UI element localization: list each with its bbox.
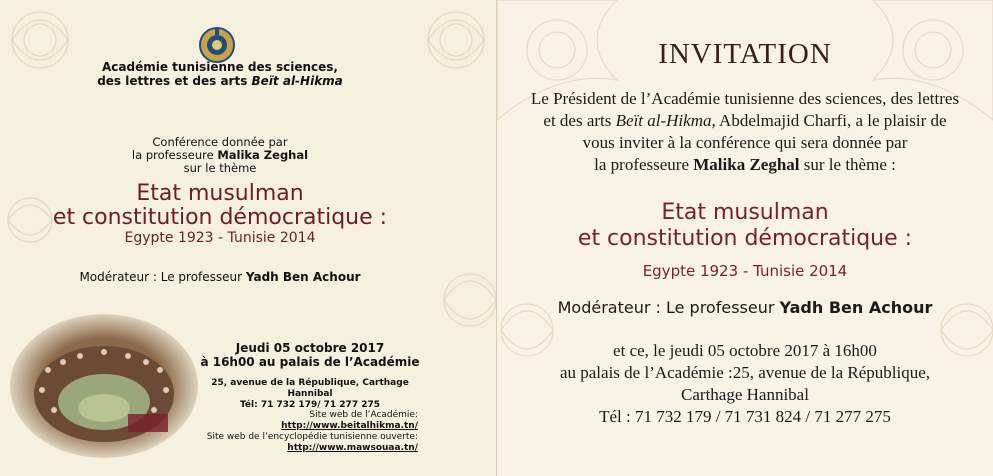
academy-name-line1: Académie tunisienne des sciences, xyxy=(102,60,338,74)
moderator-name: Yadh Ben Achour xyxy=(779,298,933,317)
body-line2-suffix: Abdelmajid Charfi, a le plaisir de xyxy=(715,111,947,130)
speaker-name: Malika Zeghal xyxy=(693,155,800,174)
event-date xyxy=(190,341,430,369)
info-line1: et ce, le jeudi 05 octobre 2017 à 16h00 xyxy=(613,341,877,360)
invitation-card-right xyxy=(497,0,993,476)
websites-block xyxy=(180,410,418,454)
body-line4 xyxy=(517,154,973,176)
address-line: 25, avenue de la République, Carthage Hannibal xyxy=(211,378,409,399)
moderator-prefix: Modérateur : Le professeur xyxy=(79,270,246,284)
title-line1: Etat musulman xyxy=(136,181,304,206)
conference-line3: sur le thème xyxy=(183,161,257,175)
invitation-heading: INVITATION xyxy=(658,38,832,70)
website1-label: Site web de l’Académie: xyxy=(309,410,418,420)
body-line4-prefix: la professeure xyxy=(594,155,694,174)
body-line2-prefix: et des arts xyxy=(543,111,616,130)
conference-subtitle: Egypte 1923 - Tunisie 2014 xyxy=(124,230,316,246)
moderator-line xyxy=(497,298,993,317)
body-line1: Le Président de l’Académie tunisienne des sciences, des lettres xyxy=(530,89,960,108)
info-line2: au palais de l’Académie :25, avenue de la République, xyxy=(559,363,931,382)
info-line4: Tél : 71 732 179 / 71 731 824 / 71 277 275 xyxy=(599,407,891,426)
website1-link[interactable]: http://www.beitalhikma.tn/ xyxy=(281,421,418,431)
event-address xyxy=(190,378,430,411)
conference-title xyxy=(497,200,993,252)
event-info xyxy=(497,340,993,428)
moderator-name: Yadh Ben Achour xyxy=(245,270,361,284)
title-line2: et constitution démocratique : xyxy=(52,205,388,230)
conference-line1: Conférence donnée par xyxy=(152,135,288,149)
moderator-line xyxy=(40,270,400,284)
body-line3: vous inviter à la conférence qui sera donnée par xyxy=(582,133,908,152)
title-line2: et constitution démocratique : xyxy=(577,226,913,251)
date-line: Jeudi 05 octobre 2017 xyxy=(235,341,385,355)
body-line2-italic: Beït al-Hikma, xyxy=(615,111,716,130)
conference-subtitle: Egypte 1923 - Tunisie 2014 xyxy=(642,262,848,280)
conference-title xyxy=(20,182,420,230)
academy-name-italic: Beït al-Hikma xyxy=(251,74,343,88)
academy-logo-icon xyxy=(198,26,236,64)
parliament-photo xyxy=(8,310,200,460)
body-line2 xyxy=(517,110,973,132)
conference-line2-prefix: la professeure xyxy=(131,148,218,162)
speaker-name: Malika Zeghal xyxy=(217,148,309,162)
body-line4-suffix: sur le thème : xyxy=(799,155,896,174)
phone-line: Tél: 71 732 179/ 71 277 275 xyxy=(239,400,380,410)
conference-intro xyxy=(80,136,360,175)
info-line3: Carthage Hannibal xyxy=(681,385,809,404)
website2-link[interactable]: http://www.mawsouaa.tn/ xyxy=(287,443,418,453)
moderator-prefix: Modérateur : Le professeur xyxy=(557,298,780,317)
time-line: à 16h00 au palais de l’Académie xyxy=(200,355,420,369)
academy-name xyxy=(60,60,380,88)
invitation-body xyxy=(517,88,973,176)
academy-name-line2-prefix: des lettres et des arts xyxy=(97,74,252,88)
invitation-card-left xyxy=(0,0,496,476)
website2-label: Site web de l’encyclopédie tunisienne ouverte: xyxy=(206,432,418,442)
title-line1: Etat musulman xyxy=(661,200,829,225)
academy-name-line2 xyxy=(60,74,380,88)
